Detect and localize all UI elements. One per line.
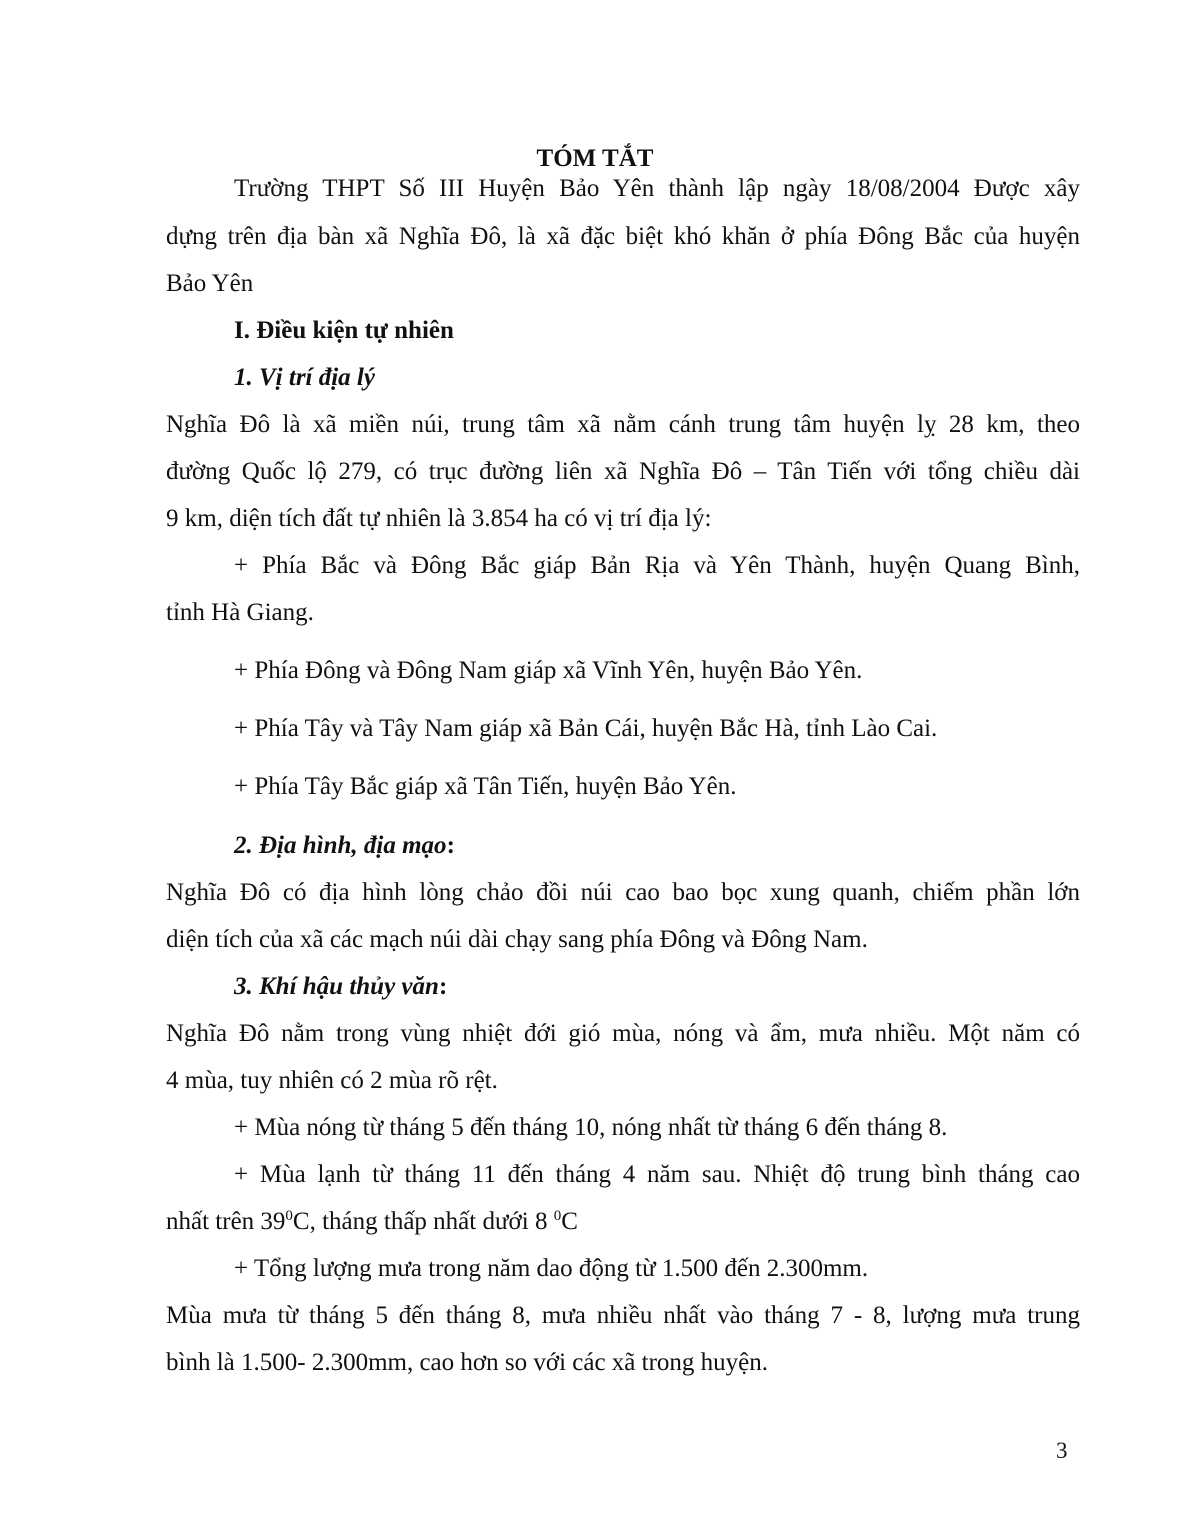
- intro-line-3: Bảo Yên: [166, 270, 254, 297]
- section-heading-natural-conditions: I. Điều kiện tự nhiên: [234, 317, 454, 344]
- rain-line-2: bình là 1.500- 2.300mm, cao hơn so với các xã trong huyện.: [166, 1349, 769, 1376]
- terrain-line-1: Nghĩa Đô có địa hình lòng chảo đồi núi cao bao bọc xung quanh, chiếm phần lớn: [166, 879, 1080, 906]
- subheading-climate-colon: :: [438, 973, 448, 1000]
- subheading-terrain-text: 2. Địa hình, địa mạo: [234, 832, 447, 859]
- page-number: 3: [1056, 1438, 1068, 1463]
- cold-text-b: C, tháng thấp nhất dưới 8: [292, 1208, 554, 1235]
- border-northwest: + Phía Tây Bắc giáp xã Tân Tiến, huyện Bảo Yên.: [234, 773, 737, 800]
- terrain-line-2: diện tích của xã các mạch núi dài chạy sang phía Đông và Đông Nam.: [166, 926, 868, 953]
- intro-line-2: dựng trên địa bàn xã Nghĩa Đô, là xã đặc biệt khó khăn ở phía Đông Bắc của huyện: [166, 223, 1080, 250]
- location-line-1: Nghĩa Đô là xã miền núi, trung tâm xã nằm cánh trung tâm huyện lỵ 28 km, theo: [166, 411, 1080, 438]
- degree-superscript-2: 0: [553, 1208, 562, 1224]
- climate-cold-season-line-1: + Mùa lạnh từ tháng 11 đến tháng 4 năm sau. Nhiệt độ trung bình tháng cao: [234, 1161, 1080, 1188]
- degree-superscript-1: 0: [285, 1208, 293, 1224]
- rain-line-1: Mùa mưa từ tháng 5 đến tháng 8, mưa nhiều nhất vào tháng 7 - 8, lượng mưa trung: [166, 1302, 1080, 1329]
- subheading-location: 1. Vị trí địa lý: [234, 364, 375, 391]
- location-line-3: 9 km, diện tích đất tự nhiên là 3.854 ha có vị trí địa lý:: [166, 505, 712, 532]
- intro-line-1: Trường THPT Số III Huyện Bảo Yên thành lập ngày 18/08/2004 Được xây: [234, 175, 1080, 202]
- climate-hot-season: + Mùa nóng từ tháng 5 đến tháng 10, nóng nhất từ tháng 6 đến tháng 8.: [234, 1114, 948, 1141]
- border-north-line-1: + Phía Bắc và Đông Bắc giáp Bản Rịa và Yên Thành, huyện Quang Bình,: [234, 552, 1080, 579]
- cold-text-a: nhất trên 39: [166, 1208, 286, 1235]
- rain-total: + Tổng lượng mưa trong năm dao động từ 1.500 đến 2.300mm.: [234, 1255, 869, 1282]
- subheading-climate-text: 3. Khí hậu thủy văn: [234, 973, 439, 1000]
- climate-line-2: 4 mùa, tuy nhiên có 2 mùa rõ rệt.: [166, 1067, 498, 1094]
- location-line-2: đường Quốc lộ 279, có trục đường liên xã Nghĩa Đô – Tân Tiến với tổng chiều dài: [166, 458, 1080, 485]
- climate-line-1: Nghĩa Đô nằm trong vùng nhiệt đới gió mùa, nóng và ẩm, mưa nhiều. Một năm có: [166, 1020, 1080, 1047]
- subheading-climate: [234, 970, 1080, 1004]
- subheading-terrain-colon: :: [446, 832, 455, 859]
- border-east: + Phía Đông và Đông Nam giáp xã Vĩnh Yên, huyện Bảo Yên.: [234, 657, 863, 684]
- page-title: TÓM TẮT: [536, 145, 654, 172]
- cold-text-c: C: [561, 1208, 578, 1235]
- subheading-terrain: [234, 829, 1080, 863]
- border-west: + Phía Tây và Tây Nam giáp xã Bản Cái, huyện Bắc Hà, tỉnh Lào Cai.: [234, 715, 938, 742]
- climate-cold-season-line-2: [166, 1205, 1080, 1239]
- border-north-line-2: tỉnh Hà Giang.: [166, 599, 314, 626]
